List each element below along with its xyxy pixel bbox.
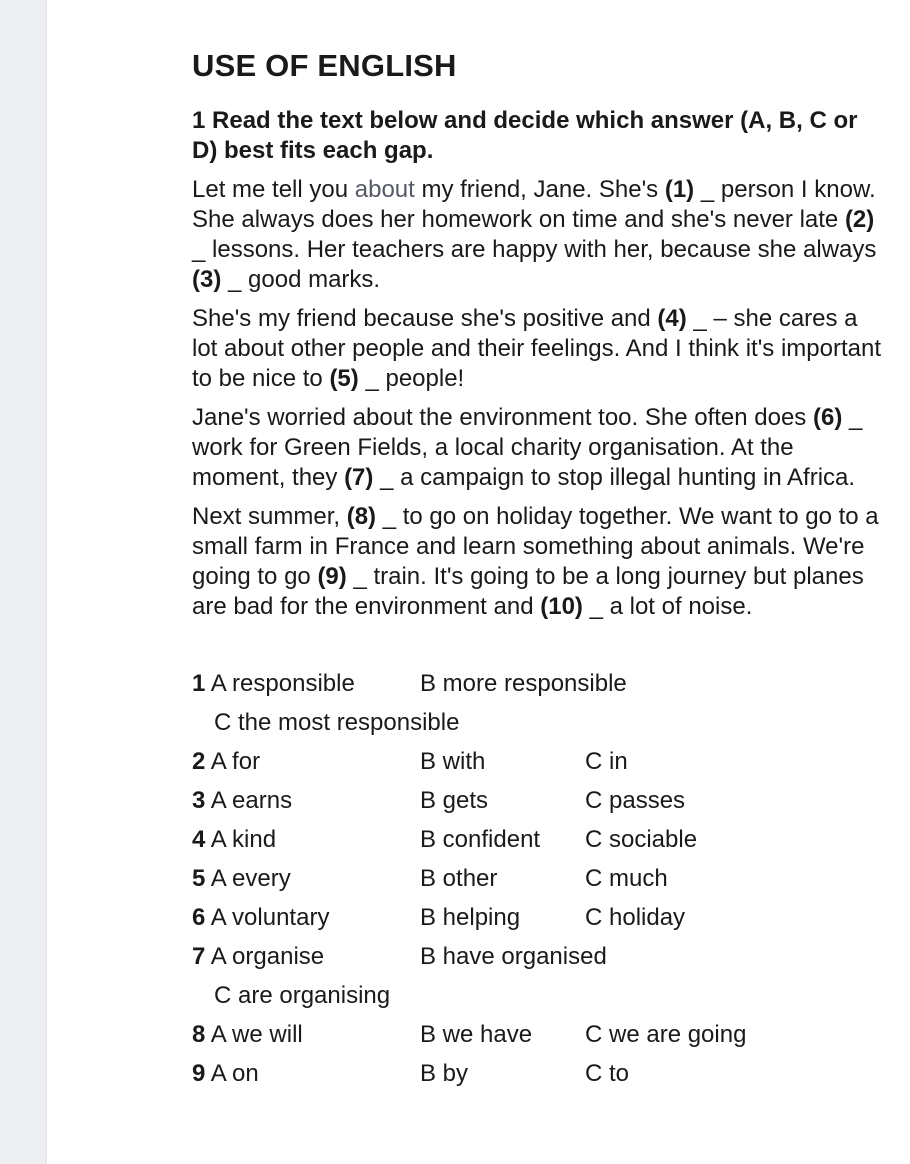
option-a	[192, 664, 355, 703]
text-segment: Next summer,	[192, 503, 347, 530]
gap-number: (6)	[812, 404, 843, 431]
option-row	[192, 859, 892, 898]
text-segment: _ person I know. She always does her homework on time and she's never late	[192, 176, 876, 233]
text-segment: _ – she cares a lot about other people and their feelings. And I think it's important to be nice to	[192, 305, 882, 392]
left-margin-strip	[0, 0, 47, 1164]
question-number: 8	[192, 1021, 206, 1048]
text-segment: _ good marks.	[221, 266, 381, 293]
reading-text	[192, 175, 892, 622]
gap-number: (1)	[664, 176, 695, 203]
option-a-text: A every	[210, 865, 291, 892]
text-segment: about	[354, 176, 415, 203]
question-number: 6	[192, 904, 206, 931]
question-number: 9	[192, 1060, 206, 1087]
option-c: C we are going	[585, 1021, 747, 1048]
option-row-continued	[192, 976, 892, 1015]
gap-number: (5)	[329, 365, 359, 392]
option-row-continued	[192, 703, 892, 742]
answer-options	[192, 664, 892, 1093]
option-a	[192, 781, 292, 820]
gap-number: (2)	[844, 206, 875, 233]
option-b: B have organised	[420, 943, 607, 970]
gap-number: (7)	[344, 464, 374, 491]
question-number: 1	[192, 670, 206, 697]
option-a-text: A kind	[210, 826, 277, 853]
task-instruction: 1 Read the text below and decide which answer (A, B, C or D) best fits each gap.	[192, 107, 858, 164]
option-a-text: A for	[210, 748, 261, 775]
option-b: B with	[420, 748, 486, 775]
text-segment: _ a lot of noise.	[582, 593, 753, 620]
option-a	[192, 859, 291, 898]
option-row	[192, 820, 892, 859]
option-a	[192, 1015, 303, 1054]
text-segment: _ lessons. Her teachers are happy with her, because she always	[192, 236, 877, 263]
option-b: B other	[420, 865, 498, 892]
text-segment: _ a campaign to stop illegal hunting in Africa.	[373, 464, 856, 491]
text-segment: She's my friend because she's positive and	[192, 305, 658, 332]
text-segment: my friend, Jane. She's	[414, 176, 665, 203]
option-b: B confident	[420, 826, 541, 853]
gap-number: (9)	[317, 563, 347, 590]
option-row	[192, 664, 892, 703]
question-number: 4	[192, 826, 206, 853]
option-c: C sociable	[585, 826, 698, 853]
option-c: C are organising	[214, 982, 391, 1009]
question-number: 7	[192, 943, 206, 970]
page-title: USE OF ENGLISH	[192, 48, 457, 83]
worksheet-page	[192, 46, 892, 1093]
text-segment: _ work for Green Fields, a local charity organisation. At the moment, they	[192, 404, 863, 491]
option-a	[192, 937, 324, 976]
option-row	[192, 1015, 892, 1054]
option-c: C much	[585, 865, 668, 892]
option-c: C in	[585, 748, 628, 775]
option-row	[192, 781, 892, 820]
question-number: 2	[192, 748, 206, 775]
question-number: 5	[192, 865, 206, 892]
option-row	[192, 742, 892, 781]
option-b: B by	[420, 1060, 469, 1087]
option-c: C to	[585, 1060, 630, 1087]
gap-number: (3)	[192, 266, 222, 293]
option-a-text: A on	[210, 1060, 259, 1087]
option-row	[192, 1054, 892, 1093]
text-segment: _ train. It's going to be a long journey but planes are bad for the environment and	[192, 563, 864, 620]
gap-number: (10)	[540, 593, 583, 620]
option-c: C holiday	[585, 904, 686, 931]
option-c: C the most responsible	[214, 709, 460, 736]
option-a	[192, 820, 276, 859]
question-number: 3	[192, 787, 206, 814]
option-b: B helping	[420, 904, 521, 931]
text-paragraph	[192, 502, 882, 622]
option-b: B we have	[420, 1021, 533, 1048]
option-a	[192, 898, 329, 937]
text-paragraph	[192, 175, 882, 295]
text-segment: Let me tell you	[192, 176, 355, 203]
text-segment: _ to go on holiday together. We want to go to a small farm in France and learn something about animals. We're going to go	[192, 503, 879, 590]
option-row	[192, 898, 892, 937]
text-segment: Jane's worried about the environment too. She often does	[192, 404, 813, 431]
option-b: B gets	[420, 787, 489, 814]
option-b: B more responsible	[420, 670, 627, 697]
option-a-text: A organise	[210, 943, 325, 970]
option-a	[192, 1054, 259, 1093]
gap-number: (8)	[346, 503, 377, 530]
text-paragraph	[192, 403, 882, 493]
option-a-text: A voluntary	[210, 904, 330, 931]
option-a-text: A earns	[210, 787, 293, 814]
gap-number: (4)	[657, 305, 687, 332]
option-c: C passes	[585, 787, 686, 814]
option-row	[192, 937, 892, 976]
option-a-text: A responsible	[210, 670, 355, 697]
text-paragraph	[192, 304, 882, 394]
option-a	[192, 742, 260, 781]
option-a-text: A we will	[210, 1021, 303, 1048]
text-segment: _ people!	[358, 365, 465, 392]
